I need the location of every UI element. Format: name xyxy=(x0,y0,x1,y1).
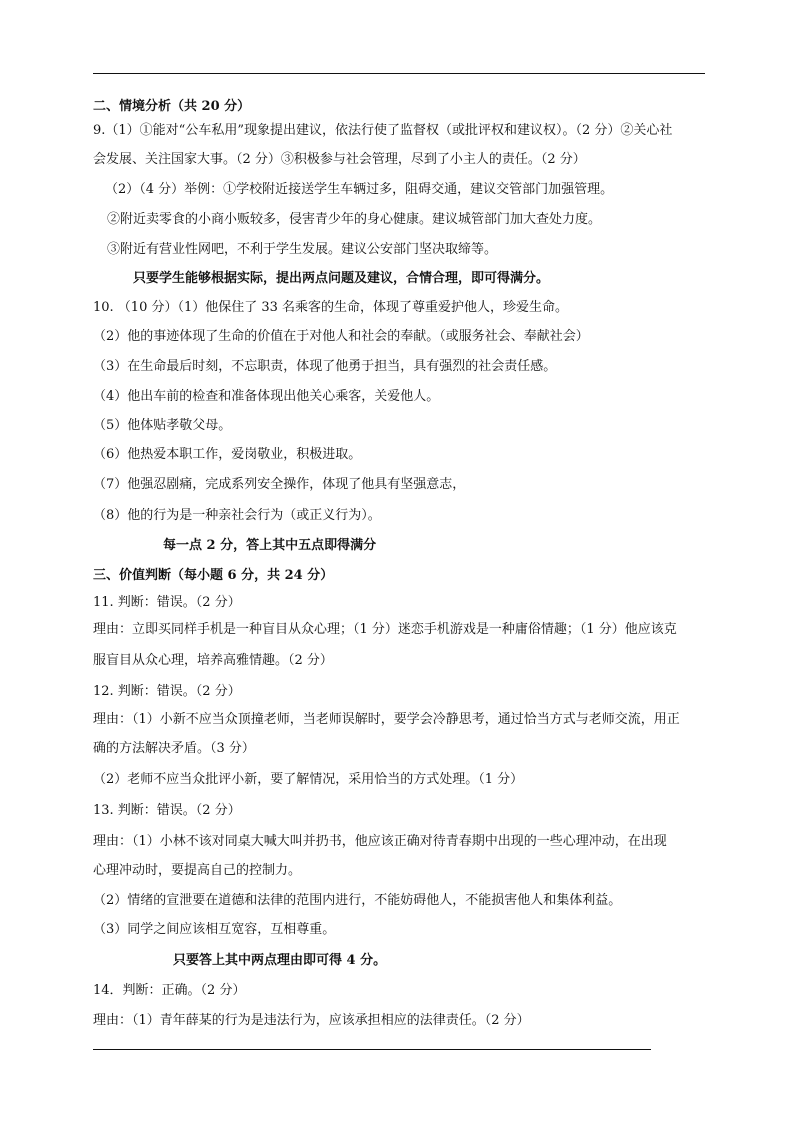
answer-line: （3）同学之间应该相互宽容，互相尊重。 xyxy=(93,922,336,937)
answer-line: （2）（4 分）举例：①学校附近接送学生车辆过多，阻碍交通，建议交管部门加强管理。 xyxy=(105,182,614,197)
top-rule xyxy=(93,73,705,74)
answer-line: （8）他的行为是一种亲社会行为（或正义行为）。 xyxy=(93,508,381,523)
scoring-note: 每一点 2 分，答上其中五点即得满分 xyxy=(163,538,377,553)
answer-line: 10. （10 分）（1）他保住了 33 名乘客的生命，体现了尊重爱护他人，珍爱生命。 xyxy=(93,300,569,315)
answer-line: （6）他热爱本职工作，爱岗敬业，积极进取。 xyxy=(93,447,362,462)
answer-line: （2）他的事迹体现了生命的价值在于对他人和社会的奉献。（或服务社会、奉献社会） xyxy=(93,329,589,344)
answer-line: 理由：（1）小新不应当众顶撞老师，当老师误解时，要学会冷静思考，通过恰当方式与老师交流，用正 xyxy=(93,712,680,727)
answer-line: 9.（1）①能对“公车私用”现象提出建议，依法行使了监督权（或批评权和建议权）。（2 分）②关心社 xyxy=(93,123,673,138)
scoring-note: 只要答上其中两点理由即可得 4 分。 xyxy=(173,953,387,968)
answer-line: 理由：（1）小林不该对同桌大喊大叫并扔书，他应该正确对待青春期中出现的一些心理冲动，在出现 xyxy=(93,834,667,849)
answer-line: （4）他出车前的检查和准备体现出他关心乘客，关爱他人。 xyxy=(93,389,440,404)
answer-line: 理由：（1）青年薛某的行为是违法行为，应该承担相应的法律责任。（2 分） xyxy=(93,1013,530,1028)
answer-line: 服盲目从众心理，培养高雅情趣。（2 分） xyxy=(93,653,333,668)
section-heading-2: 二、情境分析（共 20 分） xyxy=(93,99,251,114)
answer-line: 14．判断：正确。（2 分） xyxy=(93,983,246,998)
answer-line: 12. 判断：错误。（2 分） xyxy=(93,684,241,699)
answer-line: 13. 判断：错误。（2 分） xyxy=(93,803,241,818)
answer-line: （5）他体贴孝敬父母。 xyxy=(93,418,232,433)
answer-line: 确的方法解决矛盾。（3 分） xyxy=(93,741,255,756)
section-heading-3: 三、价值判断（每小题 6 分，共 24 分） xyxy=(93,568,334,583)
answer-line: 11. 判断：错误。（2 分） xyxy=(93,595,241,610)
answer-line: （7）他强忍剧痛，完成系列安全操作，体现了他具有坚强意志， xyxy=(93,477,466,492)
answer-line: ②附近卖零食的小商小贩较多，侵害青少年的身心健康。建议城管部门加大查处力度。 xyxy=(107,212,602,227)
scoring-note: 只要学生能够根据实际，提出两点问题及建议，合情合理，即可得满分。 xyxy=(133,271,550,286)
answer-line: （2）老师不应当众批评小新，要了解情况，采用恰当的方式处理。（1 分） xyxy=(93,772,524,787)
answer-line: （3）在生命最后时刻，不忘职责，体现了他勇于担当，具有强烈的社会责任感。 xyxy=(93,359,557,374)
answer-line: 会发展、关注国家大事。（2 分）③积极参与社会管理，尽到了小主人的责任。（2 分） xyxy=(93,152,586,167)
answer-line: ③附近有营业性网吧，不利于学生发展。建议公安部门坚决取缔等。 xyxy=(107,242,498,257)
answer-line: （2）情绪的宣泄要在道德和法律的范围内进行，不能妨碍他人，不能损害他人和集体利益。 xyxy=(93,893,622,908)
answer-line: 理由：立即买同样手机是一种盲目从众心理；（1 分）迷恋手机游戏是一种庸俗情趣；（1 分）他应该克 xyxy=(93,622,677,637)
bottom-rule xyxy=(93,1049,651,1050)
answer-line: 心理冲动时，要提高自己的控制力。 xyxy=(93,863,302,878)
